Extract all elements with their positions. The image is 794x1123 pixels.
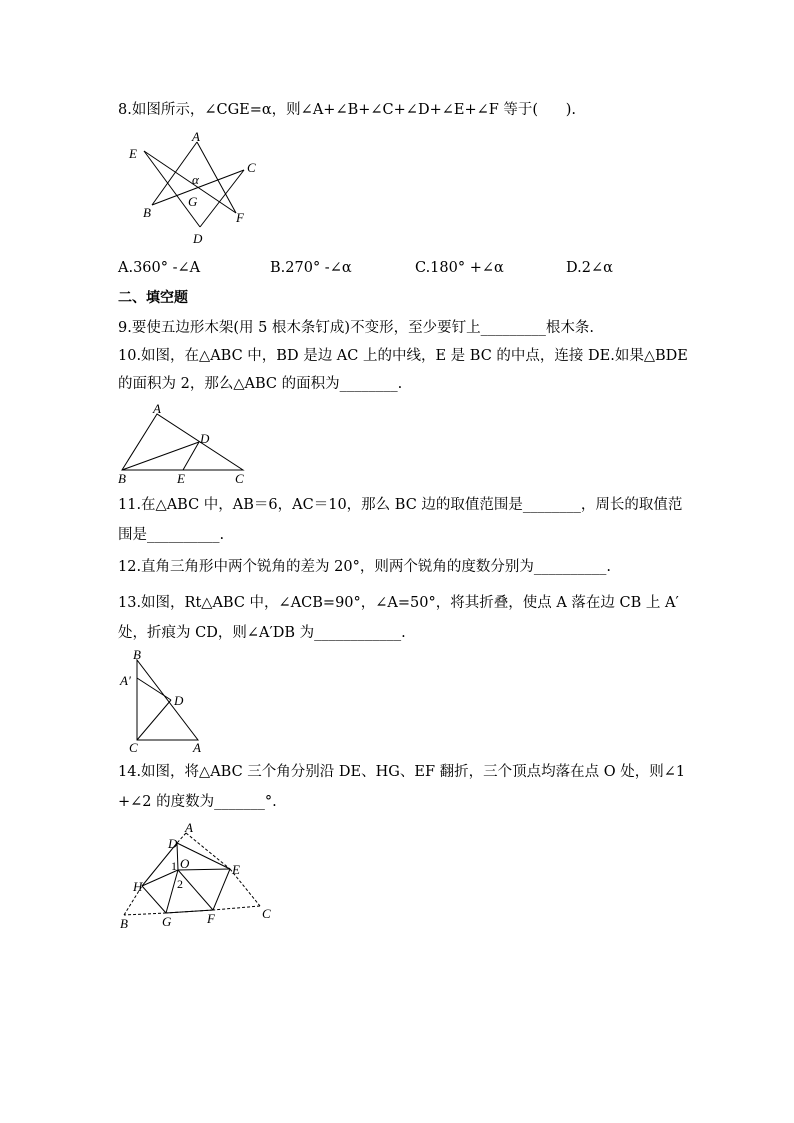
q9-text: 9.要使五边形木架(用 5 根木条钉成)不变形，至少要钉上_________根木条. xyxy=(118,320,594,336)
q10-line2: 的面积为 2，那么△ABC 的面积为________. xyxy=(118,376,403,392)
q13-figure xyxy=(118,645,208,757)
q14-label-O: O xyxy=(180,856,190,871)
q8-stem: 8.如图所示，∠CGE=α，则∠A+∠B+∠C+∠D+∠E+∠F 等于( ). xyxy=(118,102,577,118)
q8-label-A: A xyxy=(192,129,200,144)
q13-label-A: A xyxy=(193,740,201,755)
q8-label-D: D xyxy=(193,231,203,246)
q8-label-G: G xyxy=(188,194,198,209)
q10-label-E: E xyxy=(177,471,185,486)
q14-label-H: H xyxy=(133,879,143,894)
q8-label-alpha: α xyxy=(192,172,199,187)
q10-line1: 10.如图，在△ABC 中，BD 是边 AC 上的中线，E 是 BC 的中点，连接 DE.如果△BDE xyxy=(118,348,688,364)
q10-label-D: D xyxy=(200,431,210,446)
q14-label-F: F xyxy=(207,911,215,926)
q13-label-C: C xyxy=(129,740,138,755)
q12-text: 12.直角三角形中两个锐角的差为 20°，则两个锐角的度数分别为__________. xyxy=(118,559,611,575)
q13-line2: 处，折痕为 CD，则∠A′DB 为____________. xyxy=(118,625,406,641)
q14-label-1: 1 xyxy=(171,859,177,873)
q14-label-A: A xyxy=(185,820,193,835)
q13-label-A-prime: A′ xyxy=(120,673,131,688)
q8-figure xyxy=(118,128,278,250)
q10-figure xyxy=(118,400,253,488)
q14-label-C: C xyxy=(262,906,271,921)
q14-label-E: E xyxy=(232,862,240,877)
q8-option-c: C.180° +∠α xyxy=(415,260,504,276)
q14-line1: 14.如图，将△ABC 三个角分别沿 DE、HG、EF 翻折，三个顶点均落在点 O 处，则∠1 xyxy=(118,764,686,780)
q14-label-D: D xyxy=(168,836,178,851)
q11-line2: 围是__________. xyxy=(118,527,225,543)
q14-line2: +∠2 的度数为_______°. xyxy=(118,794,277,810)
q8-label-B: B xyxy=(143,205,151,220)
q13-line1: 13.如图，Rt△ABC 中，∠ACB=90°，∠A=50°，将其折叠，使点 A 落在边 CB 上 A′ xyxy=(118,595,679,611)
q8-label-C: C xyxy=(247,160,256,175)
q14-label-G: G xyxy=(162,914,172,929)
q10-label-C: C xyxy=(235,471,244,486)
q10-label-B: B xyxy=(118,471,126,486)
q10-label-A: A xyxy=(153,401,161,416)
q8-label-E: E xyxy=(129,146,137,161)
q8-option-b: B.270° -∠α xyxy=(270,260,352,276)
q13-label-B: B xyxy=(133,647,141,662)
q13-label-D: D xyxy=(174,693,184,708)
q8-label-F: F xyxy=(236,210,244,225)
q11-line1: 11.在△ABC 中，AB＝6，AC＝10，那么 BC 边的取值范围是________，周长的取值范 xyxy=(118,497,683,513)
q8-option-d: D.2∠α xyxy=(566,260,613,276)
section-heading: 二、填空题 xyxy=(118,290,188,306)
q8-option-a: A.360° -∠A xyxy=(118,260,201,276)
q14-figure xyxy=(118,818,278,933)
q14-label-2: 2 xyxy=(177,877,183,891)
q14-label-B: B xyxy=(120,916,128,931)
